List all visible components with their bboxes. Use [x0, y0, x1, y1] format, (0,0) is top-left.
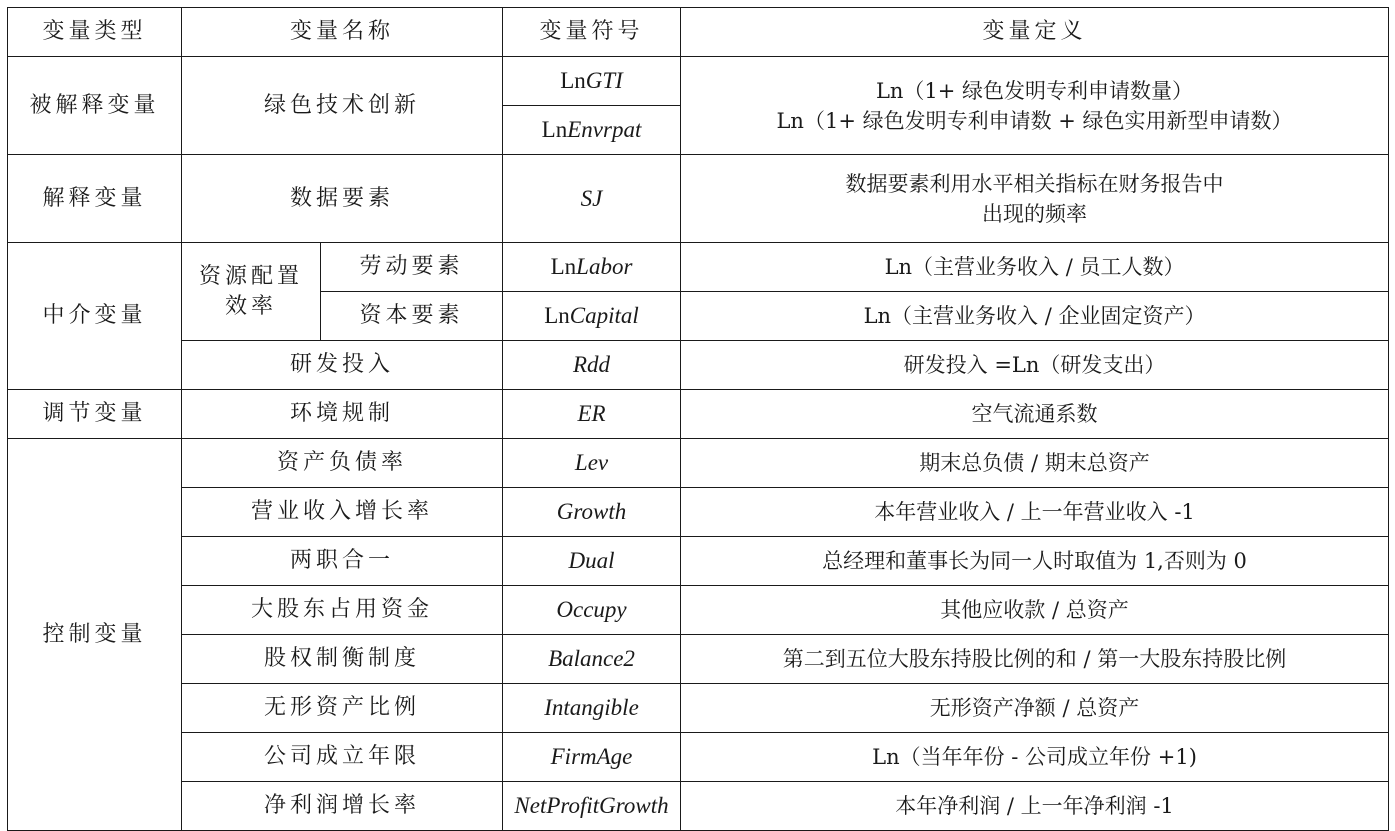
- control-symbol: Occupy: [503, 586, 681, 635]
- mediator-labor-symbol: LnLabor: [503, 243, 681, 292]
- mediator-group-name: 资源配置 效率: [182, 243, 321, 341]
- control-name: 资产负债率: [182, 439, 503, 488]
- header-row: [8, 8, 1389, 57]
- explanatory-type: 解释变量: [8, 155, 182, 243]
- control-name: 两职合一: [182, 537, 503, 586]
- mediator-labor-definition: Ln（主营业务收入 / 员工人数）: [681, 243, 1389, 292]
- header-definition: 变量定义: [681, 8, 1389, 57]
- mediator-row-rd: [8, 341, 1389, 390]
- control-row-dual: [8, 537, 1389, 586]
- control-name: 营业收入增长率: [182, 488, 503, 537]
- moderator-row: [8, 390, 1389, 439]
- control-definition: Ln（当年年份 - 公司成立年份 +1): [681, 733, 1389, 782]
- explained-name: 绿色技术创新: [182, 57, 503, 155]
- moderator-type: 调节变量: [8, 390, 182, 439]
- control-symbol: Intangible: [503, 684, 681, 733]
- control-row-growth: [8, 488, 1389, 537]
- mediator-rd-name: 研发投入: [182, 341, 503, 390]
- explanatory-definition: [681, 155, 1389, 243]
- control-definition: 第二到五位大股东持股比例的和 / 第一大股东持股比例: [681, 635, 1389, 684]
- mediator-labor-name: 劳动要素: [321, 243, 503, 292]
- header-name: 变量名称: [182, 8, 503, 57]
- control-definition: 无形资产净额 / 总资产: [681, 684, 1389, 733]
- control-row-firmage: [8, 733, 1389, 782]
- control-definition: 本年营业收入 / 上一年营业收入 -1: [681, 488, 1389, 537]
- control-name: 大股东占用资金: [182, 586, 503, 635]
- explained-row-1: [8, 57, 1389, 106]
- control-type: 控制变量: [8, 439, 182, 831]
- control-row-intangible: [8, 684, 1389, 733]
- mediator-rd-definition: 研发投入 =Ln（研发支出）: [681, 341, 1389, 390]
- control-name: 无形资产比例: [182, 684, 503, 733]
- control-name: 公司成立年限: [182, 733, 503, 782]
- moderator-name: 环境规制: [182, 390, 503, 439]
- control-definition: 其他应收款 / 总资产: [681, 586, 1389, 635]
- explained-symbol-gti: LnGTI: [503, 57, 681, 106]
- explanatory-definition-line-1: 数据要素利用水平相关指标在财务报告中: [845, 171, 1224, 196]
- explained-definition-line-1: Ln（1+ 绿色发明专利申请数量）: [875, 78, 1194, 103]
- header-type: 变量类型: [8, 8, 182, 57]
- variable-definition-table: [7, 7, 1389, 831]
- moderator-definition: 空气流通系数: [681, 390, 1389, 439]
- control-row-lev: [8, 439, 1389, 488]
- mediator-rd-symbol: Rdd: [503, 341, 681, 390]
- mediator-capital-symbol: LnCapital: [503, 292, 681, 341]
- explained-type: 被解释变量: [8, 57, 182, 155]
- moderator-symbol: ER: [503, 390, 681, 439]
- control-row-balance2: [8, 635, 1389, 684]
- control-name: 股权制衡制度: [182, 635, 503, 684]
- control-definition: 总经理和董事长为同一人时取值为 1,否则为 0: [681, 537, 1389, 586]
- control-symbol: Dual: [503, 537, 681, 586]
- control-row-netprofitgrowth: [8, 782, 1389, 831]
- mediator-type: 中介变量: [8, 243, 182, 390]
- mediator-capital-name: 资本要素: [321, 292, 503, 341]
- explained-definition-line-2: Ln（1+ 绿色发明专利申请数 + 绿色实用新型申请数）: [776, 108, 1293, 133]
- control-row-occupy: [8, 586, 1389, 635]
- mediator-capital-definition: Ln（主营业务收入 / 企业固定资产）: [681, 292, 1389, 341]
- explanatory-name: 数据要素: [182, 155, 503, 243]
- mediator-row-labor: [8, 243, 1389, 292]
- control-definition: 期末总负债 / 期末总资产: [681, 439, 1389, 488]
- control-symbol: Growth: [503, 488, 681, 537]
- explanatory-symbol: SJ: [503, 155, 681, 243]
- explained-definition: [681, 57, 1389, 155]
- control-definition: 本年净利润 / 上一年净利润 -1: [681, 782, 1389, 831]
- control-name: 净利润增长率: [182, 782, 503, 831]
- control-symbol: NetProfitGrowth: [503, 782, 681, 831]
- explained-symbol-envrpat: LnEnvrpat: [503, 106, 681, 155]
- control-symbol: Lev: [503, 439, 681, 488]
- header-symbol: 变量符号: [503, 8, 681, 57]
- explanatory-definition-line-2: 出现的频率: [982, 201, 1088, 226]
- control-symbol: FirmAge: [503, 733, 681, 782]
- control-symbol: Balance2: [503, 635, 681, 684]
- explanatory-row: [8, 155, 1389, 243]
